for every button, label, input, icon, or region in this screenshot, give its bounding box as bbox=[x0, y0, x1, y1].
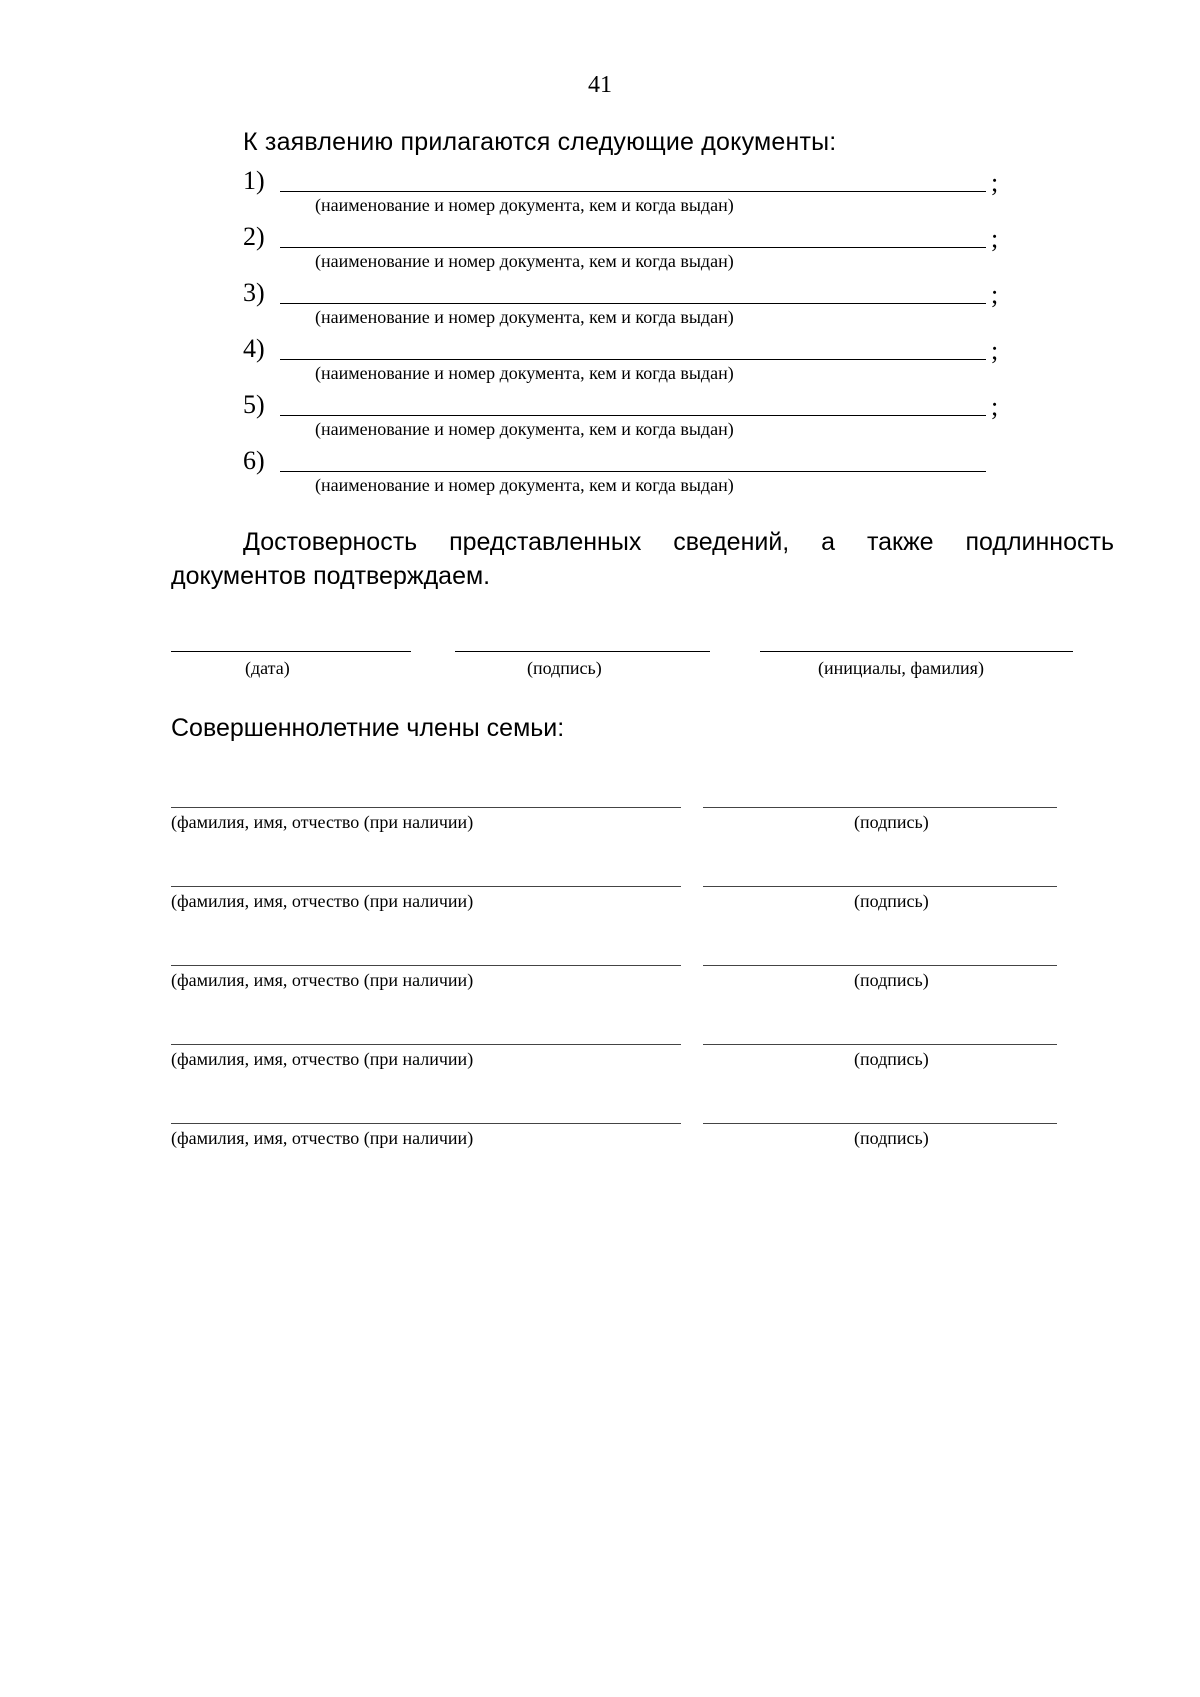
attachment-semicolon: ; bbox=[991, 336, 999, 365]
attachment-caption: (наименование и номер документа, кем и когда выдан) bbox=[315, 363, 734, 383]
family-member-name-field[interactable] bbox=[171, 807, 681, 808]
confirmation-word: а bbox=[821, 528, 836, 556]
confirmation-word: также bbox=[866, 528, 934, 556]
confirmation-line-2: документов подтверждаем. bbox=[171, 562, 491, 590]
family-member-name-field[interactable] bbox=[171, 1044, 681, 1045]
family-member-signature-field[interactable] bbox=[703, 1123, 1057, 1124]
attachment-number: 5) bbox=[243, 390, 265, 419]
family-member-signature-caption: (подпись) bbox=[854, 891, 929, 911]
family-member-name-caption: (фамилия, имя, отчество (при наличии) bbox=[171, 1128, 474, 1148]
family-members-title: Совершеннолетние члены семьи: bbox=[171, 714, 565, 742]
family-member-signature-caption: (подпись) bbox=[854, 1128, 929, 1148]
name-line[interactable] bbox=[760, 651, 1073, 652]
confirmation-word: подлинность bbox=[965, 528, 1114, 556]
family-member-signature-field[interactable] bbox=[703, 1044, 1057, 1045]
attachment-semicolon: ; bbox=[991, 392, 999, 421]
attachment-semicolon: ; bbox=[991, 280, 999, 309]
attachment-field[interactable] bbox=[280, 415, 986, 416]
attachment-field[interactable] bbox=[280, 471, 986, 472]
attachment-field[interactable] bbox=[280, 247, 986, 248]
attachment-number: 6) bbox=[243, 446, 265, 475]
family-member-signature-caption: (подпись) bbox=[854, 1049, 929, 1069]
family-member-name-caption: (фамилия, имя, отчество (при наличии) bbox=[171, 970, 474, 990]
family-member-signature-caption: (подпись) bbox=[854, 812, 929, 832]
attachment-semicolon: ; bbox=[991, 168, 999, 197]
attachment-number: 4) bbox=[243, 334, 265, 363]
family-member-name-caption: (фамилия, имя, отчество (при наличии) bbox=[171, 1049, 474, 1069]
attachment-field[interactable] bbox=[280, 191, 986, 192]
signature-line[interactable] bbox=[455, 651, 710, 652]
confirmation-line-1 bbox=[243, 528, 1114, 557]
family-member-signature-field[interactable] bbox=[703, 807, 1057, 808]
attachment-caption: (наименование и номер документа, кем и когда выдан) bbox=[315, 251, 734, 271]
name-caption: (инициалы, фамилия) bbox=[818, 658, 984, 678]
family-member-signature-caption: (подпись) bbox=[854, 970, 929, 990]
date-line[interactable] bbox=[171, 651, 411, 652]
family-member-signature-field[interactable] bbox=[703, 886, 1057, 887]
family-member-name-field[interactable] bbox=[171, 965, 681, 966]
attachments-intro: К заявлению прилагаются следующие документы: bbox=[243, 128, 837, 156]
attachment-caption: (наименование и номер документа, кем и когда выдан) bbox=[315, 475, 734, 495]
family-member-name-caption: (фамилия, имя, отчество (при наличии) bbox=[171, 891, 474, 911]
family-member-signature-field[interactable] bbox=[703, 965, 1057, 966]
page-number: 41 bbox=[588, 72, 612, 98]
confirmation-word: Достоверность bbox=[243, 528, 418, 556]
attachment-field[interactable] bbox=[280, 359, 986, 360]
attachment-caption: (наименование и номер документа, кем и когда выдан) bbox=[315, 419, 734, 439]
attachment-number: 1) bbox=[243, 166, 265, 195]
date-caption: (дата) bbox=[245, 658, 290, 678]
signature-caption: (подпись) bbox=[527, 658, 602, 678]
attachment-number: 3) bbox=[243, 278, 265, 307]
family-member-name-field[interactable] bbox=[171, 1123, 681, 1124]
attachment-number: 2) bbox=[243, 222, 265, 251]
confirmation-word: сведений, bbox=[673, 528, 790, 556]
family-member-name-field[interactable] bbox=[171, 886, 681, 887]
confirmation-word: представленных bbox=[449, 528, 642, 556]
attachment-caption: (наименование и номер документа, кем и когда выдан) bbox=[315, 195, 734, 215]
attachment-field[interactable] bbox=[280, 303, 986, 304]
attachment-semicolon: ; bbox=[991, 224, 999, 253]
family-member-name-caption: (фамилия, имя, отчество (при наличии) bbox=[171, 812, 474, 832]
attachment-caption: (наименование и номер документа, кем и когда выдан) bbox=[315, 307, 734, 327]
